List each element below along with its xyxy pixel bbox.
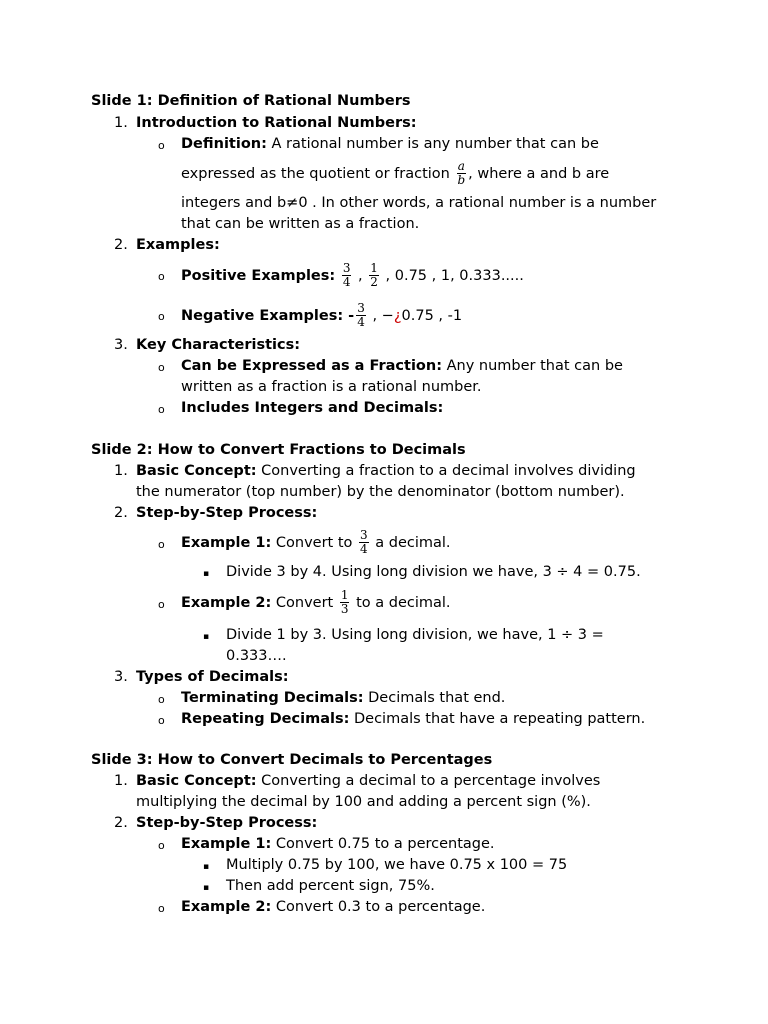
item-text: Converting a fraction to a decimal involves dividing	[256, 463, 636, 479]
example-text: to a decimal.	[351, 595, 451, 611]
step-line: Then add percent sign, 75%.	[226, 878, 435, 894]
item-label: Step-by-Step Process:	[136, 505, 318, 521]
list-number: 2.	[114, 815, 128, 831]
fraction-numerator: 1	[370, 260, 378, 275]
fraction-numerator: 3	[360, 527, 368, 542]
example-line	[181, 523, 451, 563]
bullet-circle-icon: o	[158, 693, 165, 706]
slide-3-title: Slide 3: How to Convert Decimals to Percentages	[91, 752, 493, 768]
item-heading	[136, 667, 289, 688]
bullet-circle-icon: o	[158, 310, 165, 323]
item-text: Converting a decimal to a percentage involves	[256, 773, 601, 789]
bullet-circle-icon: o	[158, 538, 165, 551]
slide-1-title: Slide 1: Definition of Rational Numbers	[91, 93, 411, 109]
fraction-one-third	[340, 589, 350, 616]
fraction-denominator: 3	[340, 601, 349, 616]
definition-line: that can be written as a fraction.	[181, 216, 420, 232]
fraction-denominator: 2	[370, 274, 378, 289]
positive-examples-label: Positive Examples:	[181, 268, 336, 284]
fraction-three-quarters	[342, 262, 352, 289]
list-number: 2.	[114, 505, 128, 521]
decimal-type-line	[181, 688, 505, 709]
example-label: Example 2:	[181, 595, 272, 611]
step-line: Divide 1 by 3. Using long division, we have, 1 ÷ 3 =	[226, 627, 604, 643]
decimal-type-label: Repeating Decimals:	[181, 711, 350, 727]
fraction-three-quarters	[356, 302, 366, 329]
decimal-type-line	[181, 709, 645, 730]
fraction-numerator: a	[457, 158, 465, 173]
list-number: 1.	[114, 463, 128, 479]
list-number: 1.	[114, 773, 128, 789]
item-line	[136, 461, 636, 482]
definition-text: , where a and b are	[468, 166, 610, 182]
bullet-circle-icon: o	[158, 598, 165, 611]
positive-examples	[181, 256, 524, 296]
bullet-circle-icon: o	[158, 361, 165, 374]
fraction-numerator: 3	[342, 260, 351, 275]
item-label: Types of Decimals:	[136, 669, 289, 685]
definition-label: Definition:	[181, 136, 267, 152]
item-heading	[136, 235, 220, 256]
fraction-numerator: 1	[340, 587, 349, 602]
decimal-type-text: Decimals that end.	[363, 690, 506, 706]
fraction-three-quarters	[359, 529, 369, 556]
negative-examples	[181, 296, 462, 336]
definition-text: A rational number is any number that can be	[266, 136, 599, 152]
bullet-square-icon: ▪	[203, 569, 210, 579]
example-label: Example 1:	[181, 836, 272, 852]
item-label: Basic Concept:	[136, 463, 257, 479]
positive-examples-rest: , 0.75 , 1, 0.333.....	[380, 268, 524, 284]
decimal-type-label: Terminating Decimals:	[181, 690, 364, 706]
characteristic-label: Includes Integers and Decimals:	[181, 400, 444, 416]
item-label: Introduction to Rational Numbers:	[136, 115, 417, 131]
example-label: Example 2:	[181, 899, 272, 915]
bullet-circle-icon: o	[158, 270, 165, 283]
example-text: Convert to	[271, 535, 357, 551]
bullet-square-icon: ▪	[203, 862, 210, 872]
example-text: Convert 0.75 to a percentage.	[271, 836, 495, 852]
item-heading	[136, 113, 417, 134]
item-heading	[136, 813, 317, 834]
definition-text: expressed as the quotient or fraction	[181, 166, 455, 182]
step-line: 0.333….	[226, 648, 287, 664]
item-line: the numerator (top number) by the denominator (bottom number).	[136, 484, 625, 500]
negative-examples-rest: 0.75 , -1	[401, 308, 463, 324]
example-text: a decimal.	[370, 535, 451, 551]
characteristic-line	[181, 356, 623, 377]
separator: ,	[353, 268, 363, 284]
error-glyph: ¿	[393, 308, 402, 324]
bullet-circle-icon: o	[158, 139, 165, 152]
characteristic-label: Can be Expressed as a Fraction:	[181, 358, 442, 374]
example-line	[181, 897, 485, 918]
fraction-denominator: 4	[342, 274, 351, 289]
bullet-circle-icon: o	[158, 902, 165, 915]
definition-line	[181, 134, 599, 155]
item-line: multiplying the decimal by 100 and adding a percent sign (%).	[136, 794, 591, 810]
bullet-circle-icon: o	[158, 714, 165, 727]
example-line	[181, 583, 451, 623]
step-line: Divide 3 by 4. Using long division we have, 3 ÷ 4 = 0.75.	[226, 564, 641, 580]
characteristic-line: written as a fraction is a rational number.	[181, 379, 482, 395]
definition-line: integers and b≠0 . In other words, a rational number is a number	[181, 195, 657, 211]
item-label: Examples:	[136, 237, 220, 253]
negative-examples-mid: , −	[367, 308, 394, 324]
fraction-a-over-b	[456, 160, 466, 187]
example-line	[181, 834, 495, 855]
bullet-square-icon: ▪	[203, 883, 210, 893]
list-number: 2.	[114, 237, 128, 253]
characteristic-text: Any number that can be	[442, 358, 623, 374]
step-line: Multiply 0.75 by 100, we have 0.75 x 100 = 75	[226, 857, 568, 873]
negative-examples-label: Negative Examples: -	[181, 308, 355, 324]
example-text: Convert	[271, 595, 338, 611]
item-label: Key Characteristics:	[136, 337, 301, 353]
definition-line	[181, 156, 609, 192]
bullet-circle-icon: o	[158, 839, 165, 852]
example-label: Example 1:	[181, 535, 272, 551]
decimal-type-text: Decimals that have a repeating pattern.	[349, 711, 646, 727]
fraction-denominator: 4	[360, 541, 368, 556]
example-text: Convert 0.3 to a percentage.	[271, 899, 486, 915]
characteristic-line	[181, 398, 443, 419]
item-line	[136, 771, 600, 792]
item-label: Step-by-Step Process:	[136, 815, 318, 831]
fraction-one-half	[369, 262, 379, 289]
bullet-circle-icon: o	[158, 403, 165, 416]
fraction-denominator: 4	[357, 314, 365, 329]
bullet-square-icon: ▪	[203, 632, 210, 642]
fraction-denominator: b	[457, 172, 466, 187]
list-number: 1.	[114, 115, 128, 131]
item-heading	[136, 503, 317, 524]
list-number: 3.	[114, 337, 128, 353]
fraction-numerator: 3	[357, 300, 365, 315]
item-label: Basic Concept:	[136, 773, 257, 789]
item-heading	[136, 335, 300, 356]
slide-2-title: Slide 2: How to Convert Fractions to Decimals	[91, 442, 466, 458]
list-number: 3.	[114, 669, 128, 685]
